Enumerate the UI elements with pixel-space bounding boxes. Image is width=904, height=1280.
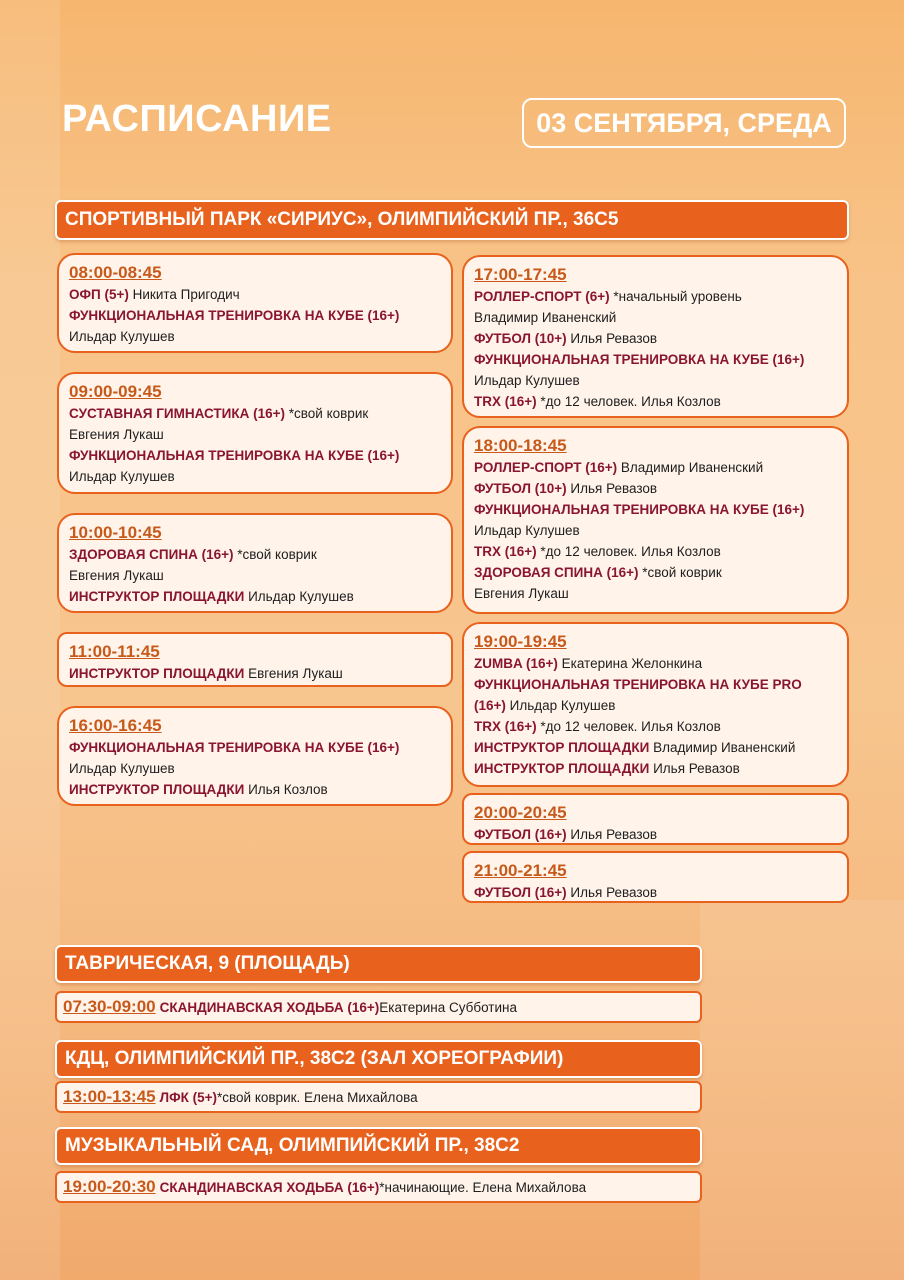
schedule-card-0800 xyxy=(57,253,453,353)
schedule-card-1900 xyxy=(462,622,849,787)
time-slot: 13:00-13:45 xyxy=(63,1087,156,1106)
schedule-card-1800 xyxy=(462,426,849,614)
activity-note: *начинающие. Елена Михайлова xyxy=(379,1179,587,1195)
activity-line: ZUMBA (16+) Екатерина Желонкина xyxy=(474,656,703,671)
activity-line: ИНСТРУКТОР ПЛОЩАДКИ Владимир Иваненский xyxy=(474,740,796,755)
time-slot: 10:00-10:45 xyxy=(69,523,162,542)
activity-line: ФУНКЦИОНАЛЬНАЯ ТРЕНИРОВКА НА КУБЕ PRO xyxy=(474,677,802,692)
schedule-card-2100 xyxy=(462,851,849,903)
activity-line: ИНСТРУКТОР ПЛОЩАДКИ Ильдар Кулушев xyxy=(69,589,354,604)
schedule-row-kdc xyxy=(55,1081,702,1113)
time-slot: 18:00-18:45 xyxy=(474,436,567,455)
activity-line: Ильдар Кулушев xyxy=(69,761,175,776)
activity-line: Евгения Лукаш xyxy=(69,568,164,583)
activity-note: Екатерина Субботина xyxy=(379,999,517,1015)
time-slot: 20:00-20:45 xyxy=(474,803,567,822)
activity-line: РОЛЛЕР-СПОРТ (16+) Владимир Иваненский xyxy=(474,460,764,475)
time-slot: 21:00-21:45 xyxy=(474,861,567,880)
time-slot: 11:00-11:45 xyxy=(69,642,160,661)
activity-line: ФУТБОЛ (16+) Илья Ревазов xyxy=(474,827,658,842)
activity-line: ФУНКЦИОНАЛЬНАЯ ТРЕНИРОВКА НА КУБЕ (16+) xyxy=(474,502,805,517)
activity-name: СКАНДИНАВСКАЯ ХОДЬБА (16+) xyxy=(159,1179,380,1195)
schedule-card-0900 xyxy=(57,372,453,494)
date-badge: 03 СЕНТЯБРЯ, СРЕДА xyxy=(522,98,846,148)
schedule-card-2000 xyxy=(462,793,849,845)
time-slot: 09:00-09:45 xyxy=(69,382,162,401)
time-slot: 08:00-08:45 xyxy=(69,263,162,282)
venue-header-sirius: СПОРТИВНЫЙ ПАРК «СИРИУС», ОЛИМПИЙСКИЙ ПР., 36С5 xyxy=(55,200,849,240)
activity-line: Ильдар Кулушев xyxy=(474,523,580,538)
page-title: РАСПИСАНИЕ xyxy=(62,98,332,140)
background-decoration xyxy=(0,0,60,1280)
schedule-card-1100 xyxy=(57,632,453,687)
venue-header-kdc: КДЦ, ОЛИМПИЙСКИЙ ПР., 38С2 (ЗАЛ ХОРЕОГРАФИИ) xyxy=(55,1040,702,1078)
time-slot: 19:00-20:30 xyxy=(63,1177,156,1196)
activity-line: ОФП (5+) Никита Пригодич xyxy=(69,287,240,302)
activity-line: ФУНКЦИОНАЛЬНАЯ ТРЕНИРОВКА НА КУБЕ (16+) xyxy=(69,308,400,323)
time-slot: 19:00-19:45 xyxy=(474,632,567,651)
activity-line: Ильдар Кулушев xyxy=(69,469,175,484)
venue-header-tavricheskaya: ТАВРИЧЕСКАЯ, 9 (ПЛОЩАДЬ) xyxy=(55,945,702,983)
schedule-row-music-garden xyxy=(55,1171,702,1203)
activity-line: ФУТБОЛ (10+) Илья Ревазов xyxy=(474,331,658,346)
time-slot: 17:00-17:45 xyxy=(474,265,567,284)
activity-line: ФУНКЦИОНАЛЬНАЯ ТРЕНИРОВКА НА КУБЕ (16+) xyxy=(69,740,400,755)
schedule-card-1000 xyxy=(57,513,453,613)
schedule-card-1600 xyxy=(57,706,453,806)
activity-line: ФУТБОЛ (10+) Илья Ревазов xyxy=(474,481,658,496)
activity-line: ФУНКЦИОНАЛЬНАЯ ТРЕНИРОВКА НА КУБЕ (16+) xyxy=(69,448,400,463)
activity-line: РОЛЛЕР-СПОРТ (6+) *начальный уровень xyxy=(474,289,742,304)
activity-note: *свой коврик. Елена Михайлова xyxy=(217,1089,418,1105)
activity-line: Владимир Иваненский xyxy=(474,310,617,325)
activity-line: Ильдар Кулушев xyxy=(474,373,580,388)
activity-line: Евгения Лукаш xyxy=(69,427,164,442)
activity-line: ФУТБОЛ (16+) Илья Ревазов xyxy=(474,885,658,900)
activity-name: СКАНДИНАВСКАЯ ХОДЬБА (16+) xyxy=(159,999,380,1015)
activity-line: TRX (16+) *до 12 человек. Илья Козлов xyxy=(474,544,721,559)
activity-line: ЗДОРОВАЯ СПИНА (16+) *свой коврик xyxy=(474,565,722,580)
activity-name: ЛФК (5+) xyxy=(159,1089,217,1105)
activity-line: ЗДОРОВАЯ СПИНА (16+) *свой коврик xyxy=(69,547,317,562)
activity-line: Ильдар Кулушев xyxy=(69,329,175,344)
activity-line: ИНСТРУКТОР ПЛОЩАДКИ Илья Козлов xyxy=(69,782,328,797)
schedule-row-tavricheskaya xyxy=(55,991,702,1023)
time-slot: 07:30-09:00 xyxy=(63,997,156,1016)
activity-line: TRX (16+) *до 12 человек. Илья Козлов xyxy=(474,719,721,734)
background-decoration xyxy=(700,900,904,1280)
activity-line: Евгения Лукаш xyxy=(474,586,569,601)
activity-line: ФУНКЦИОНАЛЬНАЯ ТРЕНИРОВКА НА КУБЕ (16+) xyxy=(474,352,805,367)
time-slot: 16:00-16:45 xyxy=(69,716,162,735)
activity-line: (16+) Ильдар Кулушев xyxy=(474,698,616,713)
activity-line: ИНСТРУКТОР ПЛОЩАДКИ Илья Ревазов xyxy=(474,761,740,776)
activity-line: ИНСТРУКТОР ПЛОЩАДКИ Евгения Лукаш xyxy=(69,666,343,681)
schedule-card-1700 xyxy=(462,255,849,418)
activity-line: TRX (16+) *до 12 человек. Илья Козлов xyxy=(474,394,721,409)
venue-header-music-garden: МУЗЫКАЛЬНЫЙ САД, ОЛИМПИЙСКИЙ ПР., 38С2 xyxy=(55,1127,702,1165)
activity-line: СУСТАВНАЯ ГИМНАСТИКА (16+) *свой коврик xyxy=(69,406,369,421)
